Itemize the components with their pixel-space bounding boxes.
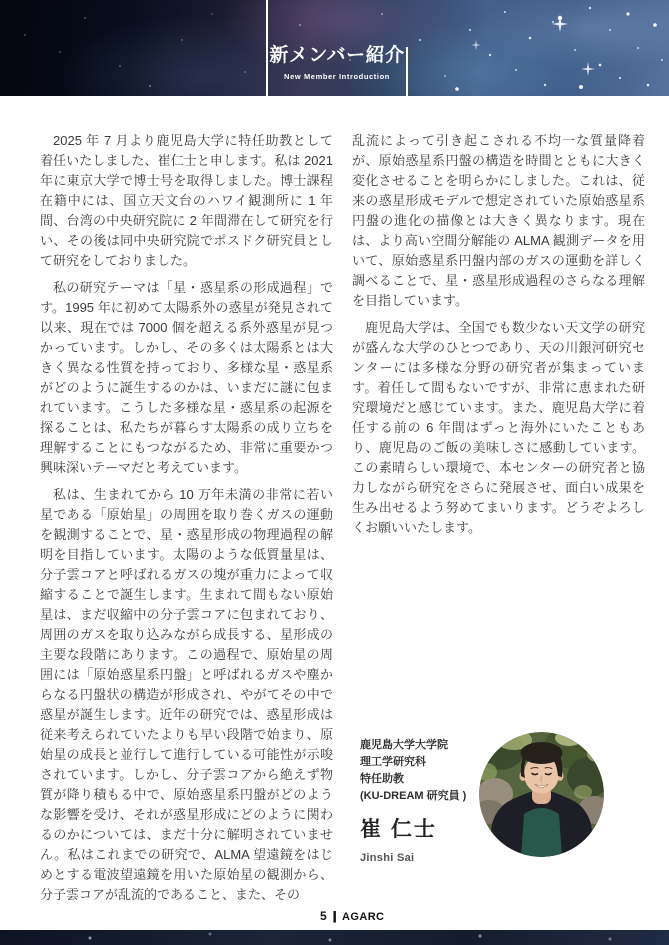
profile-photo [479,732,604,857]
article-left-column [40,131,333,912]
article-paragraph: 鹿児島大学は、全国でも数少ない天文学の研究が盛んな大学のひとつであり、天の川銀河研究センターには多様な分野の研究者が集まっています。着任して間もないですが、非常に恵まれた研究環境だと感じています。また、鹿児島大学に着任する前の 6 年間はずっと海外にいたこともあり、鹿児島のご飯の美味しさに感動しています。この素晴らしい環境で、本センターの研究者と協力しながら研究をさらに発展させ、面白い成果を生み出せるよう努めてまいります。どうぞよろしくお願いいたします。 [352,320,645,535]
page-header [0,0,669,96]
profile-affiliation-line: 特任助教 [360,773,404,785]
profile-name: 崔 仁士 [360,818,437,841]
page-subtitle: New Member Introduction [284,72,390,81]
profile-name-romaji: Jinshi Sai [360,852,415,864]
profile-affiliation-line: 理工学研究科 [360,756,426,768]
profile-affiliation-line: (KU-DREAM 研究員 ) [360,790,467,802]
article-paragraph: 2025 年 7 月より鹿児島大学に特任助教として着任いたしました、崔仁士と申します。私は 2021 年に東京大学で博士号を取得しました。博士課程在籍中には、国立天文台のハワイ観測所に 1 年間、台湾の中央研究院に 2 年間滞在して研究を行い、その後は同中央研究院でポスドク研究員として研究をしておりました。 [40,133,333,268]
footer-separator: | [331,909,338,923]
article-right-column [352,131,645,545]
profile-affiliation-line: 鹿児島大学大学院 [360,739,448,751]
section-title-block [267,44,407,81]
article-paragraph: 乱流によって引き起こされる不均一な質量降着が、原始惑星系円盤の構造を時間とともに大きく変化させることを明らかにしました。これは、従来の惑星形成モデルで想定されていた原始惑星系円盤の進化の描像とは大きく異なります。現在は、より高い空間分解能の ALMA 観測データを用いて、原始惑星系円盤内部のガスの運動を詳しく調べることで、星・惑星形成過程のさらなる理解を目指しています。 [352,133,645,308]
article-paragraph: 私は、生まれてから 10 万年未満の非常に若い星である「原始星」の周囲を取り巻くガスの運動を観測することで、星・惑星形成の物理過程の解明を目指しています。太陽のような低質量星は、分子雲コアと呼ばれるガスの塊が重力によって収縮することで誕生します。生まれて間もない原始星は、まだ収縮中の分子雲コアに包まれており、周囲のガスを取り込みながら成長する、星形成の主要な段階にあります。この過程で、原始星の周囲には「原始惑星系円盤」と呼ばれるガスや塵からなる円盤状の構造が形成され、やがてその中で惑星が誕生します。近年の研究では、惑星形成は従来考えられていたよりも早い段階で始まり、原始星の成長と並行して進行している可能性が示唆されています。しかし、分子雲コアから絶えず物質が降り積もる中で、原始惑星系円盤がどのような影響を受け、それが惑星形成にどのように関わるのかについては、まだ十分に解明されていません。私はこれまでの研究で、ALMA 望遠鏡をはじめとする電波望遠鏡を用いた原始星の観測から、分子雲コアが乱流的であること、また、その [40,487,333,902]
publication-name: AGARC [342,911,385,923]
page-title: 新メンバー紹介 [269,45,405,66]
star-sparkle-icon [471,16,595,76]
profile-photo-illustration [479,732,604,857]
page-footer [320,909,384,923]
footer-bar-decoration [0,930,669,945]
page-number: 5 [320,909,327,923]
article-paragraph: 私の研究テーマは「星・惑星系の形成過程」です。1995 年に初めて太陽系外の惑星が発見されて以来、現在では 7000 個を超える系外惑星が見つかっています。しかし、その多くは太陽系とは大きく異なる性質を持っており、多様な星・惑星系がどのように誕生するのかは、いまだに謎に包まれています。こうした多様な星・惑星系の起源を探ることは、私たちが暮らす太陽系の成り立ちを理解することにもつながるため、非常に重要かつ興味深いテーマだと考えています。 [40,280,333,475]
